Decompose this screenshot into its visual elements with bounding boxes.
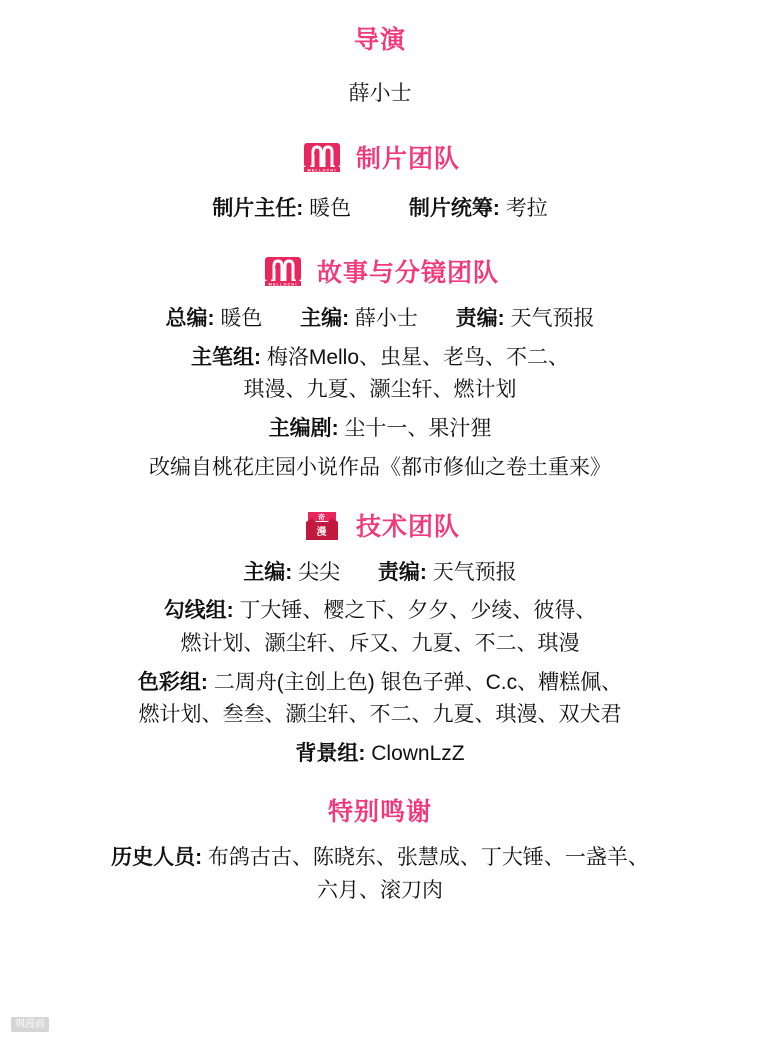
responsible-editor-label: 责编: [455,307,505,331]
tech-responsible-editor-name: 天气预报 [432,560,517,584]
svg-text:MELLOCHI: MELLOCHI [307,167,337,173]
production-team-row [0,193,760,226]
background-group-names: ClownLzZ [371,741,465,765]
history-staff-label: 历史人员: [111,846,203,870]
color-group-names: 二周舟(主创上色) 银色子弹、C.c、糟糕佩、 [213,670,623,694]
head-scriptwriter-names: 尘十一、果汁狸 [344,416,492,440]
director-name: 薛小士 [348,82,412,105]
chief-editor-name: 暖色 [220,307,263,331]
main-writers-names-cont: 琪漫、九夏、灏尘轩、燃计划 [243,378,517,402]
main-writers-names: 梅洛Mello、虫星、老鸟、不二、 [266,345,570,369]
director-name-row [0,78,760,111]
history-staff-names-cont: 六月、滚刀肉 [317,878,443,902]
lineart-group-names: 丁大锤、樱之下、夕夕、少绫、彼得、 [239,599,597,623]
section-title-story-storyboard-team [0,253,760,289]
lineart-group-names-cont: 燃计划、灏尘轩、斥又、九夏、不二、琪漫 [180,631,580,655]
color-group-row-cont [0,699,760,732]
main-writers-row-cont [0,374,760,407]
tech-editors-row [0,557,760,590]
main-writers-row [0,342,760,375]
tech-main-editor-label: 主编: [243,560,293,584]
section-title-technical-team [0,507,760,543]
lineart-group-label: 勾线组: [163,599,234,623]
section-title-text: 导演 [353,26,406,54]
lineart-group-row-cont [0,628,760,661]
color-group-row [0,667,760,700]
responsible-editor-name: 天气预报 [510,307,595,331]
mellochi-logo-icon [300,140,344,174]
background-group-label: 背景组: [295,741,366,765]
production-director-label: 制片主任: [212,196,304,220]
main-editor-name: 薛小士 [354,307,418,331]
adaptation-note-text: 改编自桃花庄园小说作品《都市修仙之卷土重来》 [149,456,611,480]
section-title-production-team [0,139,760,175]
head-scriptwriter-label: 主编剧: [268,416,339,440]
watermark [8,1009,52,1039]
section-title-text: 制片团队 [355,144,460,173]
history-staff-names: 布鸽古古、陈晓东、张慧成、丁大锤、一盏羊、 [207,846,649,870]
svg-text:奇: 奇 [317,514,326,522]
chief-editor-label: 总编: [165,307,215,331]
production-coordinator-label: 制片统筹: [408,196,500,220]
section-title-text: 特别鸣谢 [327,798,432,827]
mellochi-logo-icon [261,254,305,288]
tech-main-editor-name: 尖尖 [298,560,341,584]
tech-responsible-editor-label: 责编: [377,560,427,584]
color-group-names-cont: 燃计划、叁叁、灏尘轩、不二、九夏、琪漫、双犬君 [138,703,622,727]
svg-text:漫: 漫 [316,526,328,538]
adaptation-note [0,451,760,485]
production-coordinator-name: 考拉 [505,196,548,220]
history-staff-row [0,842,760,875]
section-title-text: 技术团队 [355,512,460,541]
main-writers-label: 主笔组: [190,345,261,369]
qiyi-logo-icon [300,508,344,542]
story-editors-row [0,303,760,336]
main-editor-label: 主编: [300,307,350,331]
section-title-director [0,20,760,56]
section-title-special-thanks [0,792,760,828]
section-title-text: 故事与分镜团队 [316,259,499,288]
watermark-text: 飒漫画 [11,1017,49,1032]
svg-text:MELLOCHI: MELLOCHI [268,281,298,287]
background-group-row [0,738,760,771]
lineart-group-row [0,595,760,628]
head-scriptwriter-row [0,413,760,446]
production-director-name: 暖色 [309,196,352,220]
color-group-label: 色彩组: [137,670,208,694]
history-staff-row-cont [0,875,760,908]
